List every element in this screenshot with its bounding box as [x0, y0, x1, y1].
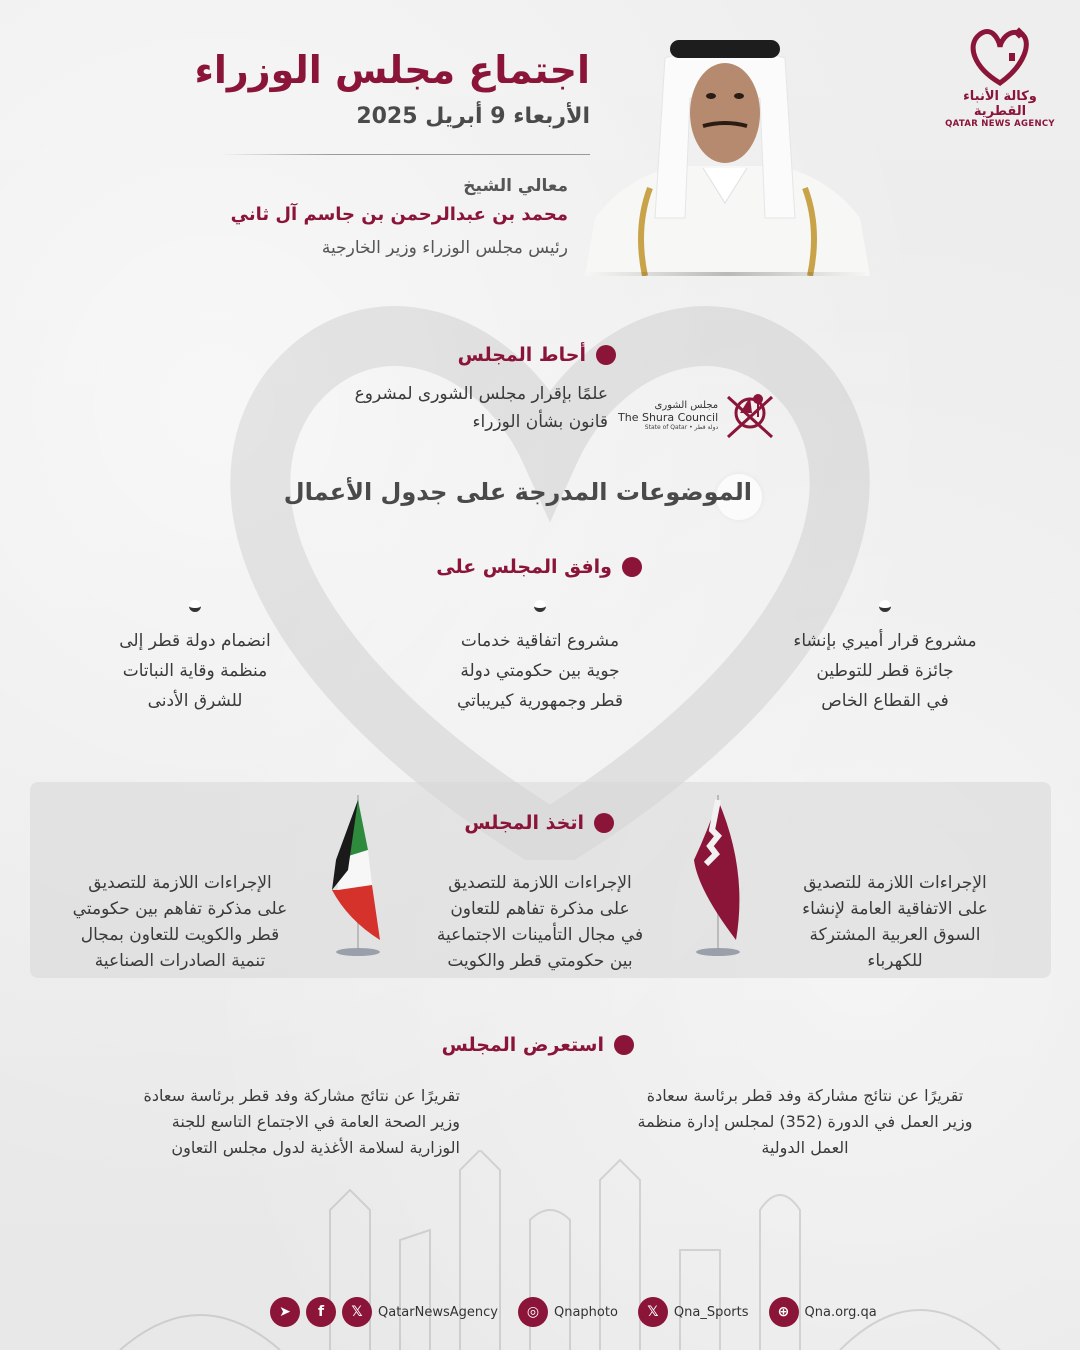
item-line: انضمام دولة قطر إلى	[119, 631, 271, 651]
approved-item	[400, 600, 680, 716]
item-line: تقريرًا عن نتائج مشاركة وفد قطر برئاسة سعادة	[143, 1086, 460, 1105]
page-title: اجتماع مجلس الوزراء	[194, 48, 590, 92]
shura-council-logo	[618, 385, 778, 445]
item-line: وزير العمل في الدورة (352) لمجلس إدارة منظمة	[637, 1112, 973, 1131]
pm-honorific: معالي الشيخ	[463, 176, 568, 196]
section-reviewed-heading	[442, 1034, 634, 1056]
item-line: على مذكرة تفاهم بين حكومتي	[72, 899, 288, 919]
bullet-dot-icon	[622, 557, 642, 577]
item-line: وزير الصحة العامة في الاجتماع التاسع للجنة	[171, 1112, 460, 1131]
globe-icon[interactable]: ⊕	[769, 1297, 799, 1327]
approved-item	[745, 600, 1025, 716]
section-noted-heading	[458, 344, 616, 366]
header-divider	[220, 154, 590, 155]
x-icon[interactable]: 𝕏	[342, 1297, 372, 1327]
item-line: جوية بين حكومتي دولة	[460, 661, 620, 681]
item-line: الإجراءات اللازمة للتصديق	[88, 873, 272, 893]
instagram-icon[interactable]: ◎	[518, 1297, 548, 1327]
reviewed-item	[605, 1083, 1005, 1161]
item-line: للكهرباء	[867, 951, 923, 971]
approved-item	[55, 600, 335, 716]
pin-icon	[879, 600, 891, 612]
reviewed-item	[80, 1083, 460, 1161]
pin-icon	[534, 600, 546, 612]
item-line: في القطاع الخاص	[821, 691, 949, 711]
pm-name: محمد بن عبدالرحمن بن جاسم آل ثاني	[230, 204, 568, 225]
taken-item	[765, 870, 1025, 974]
item-line: تقريرًا عن نتائج مشاركة وفد قطر برئاسة سعادة	[646, 1086, 964, 1105]
qatar-flag-icon	[688, 790, 758, 962]
bullet-dot-icon	[614, 1035, 634, 1055]
shura-name-en: The Shura Council	[618, 410, 719, 424]
agency-name-ar: وكالة الأنباء القطرية	[963, 89, 1037, 119]
agency-name-en: QATAR NEWS AGENCY	[945, 119, 1055, 129]
item-line: قطر والكويت للتعاون بمجال	[80, 925, 280, 945]
item-line: منظمة وقاية النباتات	[122, 661, 268, 681]
item-line: جائزة قطر للتوطين	[816, 661, 954, 681]
qna-logo	[935, 25, 1065, 129]
section-approved-heading	[436, 556, 642, 578]
website-link[interactable]: Qna.org.qa	[804, 1304, 877, 1320]
item-line: الوزارية لسلامة الأغذية لدول مجلس التعاون	[171, 1138, 460, 1157]
noted-line: قانون بشأن الوزراء	[472, 412, 608, 432]
social-handle[interactable]: Qna_Sports	[673, 1304, 749, 1320]
item-line: العمل الدولية	[761, 1138, 849, 1157]
shura-name-ar: مجلس الشورى	[654, 399, 719, 411]
meeting-date: الأربعاء 9 أبريل 2025	[356, 104, 590, 129]
shura-state: State of Qatar • دولة قطر	[644, 423, 719, 431]
agenda-heading	[284, 478, 752, 506]
section-title: استعرض المجلس	[441, 1034, 604, 1056]
pin-icon	[189, 600, 201, 612]
agenda-title: الموضوعات المدرجة على جدول الأعمال	[283, 478, 752, 506]
pm-portrait	[585, 18, 870, 276]
noted-text	[355, 380, 608, 436]
social-handle[interactable]: Qnaphoto	[553, 1304, 618, 1320]
item-line: على مذكرة تفاهم للتعاون	[450, 899, 630, 919]
item-line: الإجراءات اللازمة للتصديق	[448, 873, 632, 893]
section-title: وافق المجلس على	[436, 556, 612, 578]
item-line: في مجال التأمينات الاجتماعية	[436, 925, 644, 945]
facebook-icon[interactable]: f	[306, 1297, 336, 1327]
social-handle[interactable]: QatarNewsAgency	[378, 1304, 498, 1320]
taken-item	[45, 870, 315, 974]
qatar-emblem-icon	[724, 389, 776, 441]
item-line: مشروع قرار أميري بإنشاء	[793, 631, 977, 651]
item-line: الإجراءات اللازمة للتصديق	[803, 873, 987, 893]
bullet-dot-icon	[596, 345, 616, 365]
pm-role: رئيس مجلس الوزراء وزير الخارجية	[321, 238, 568, 258]
kuwait-flag-icon	[328, 790, 398, 962]
item-line: للشرق الأدنى	[147, 691, 243, 711]
item-line: مشروع اتفاقية خدمات	[460, 631, 620, 651]
item-line: بين حكومتي قطر والكويت	[447, 951, 633, 971]
taken-item	[410, 870, 670, 974]
bullet-dot-icon	[594, 813, 614, 833]
item-line: قطر وجمهورية كيريباتي	[456, 691, 624, 711]
noted-line: علمًا بإقرار مجلس الشورى لمشروع	[354, 384, 608, 404]
shura-names	[618, 400, 718, 431]
section-title: اتخذ المجلس	[464, 812, 584, 834]
x-icon[interactable]: 𝕏	[638, 1297, 668, 1327]
telegram-icon[interactable]: ➤	[270, 1297, 300, 1327]
section-taken-heading	[464, 812, 614, 834]
qna-logo-icon	[965, 25, 1035, 87]
item-line: السوق العربية المشتركة	[809, 925, 981, 945]
item-line: تنمية الصادرات الصناعية	[94, 951, 266, 971]
social-footer	[270, 1297, 891, 1327]
portrait-shadow	[585, 272, 870, 276]
section-title: أحاط المجلس	[457, 344, 586, 366]
item-line: على الاتفاقية العامة لإنشاء	[802, 899, 988, 919]
